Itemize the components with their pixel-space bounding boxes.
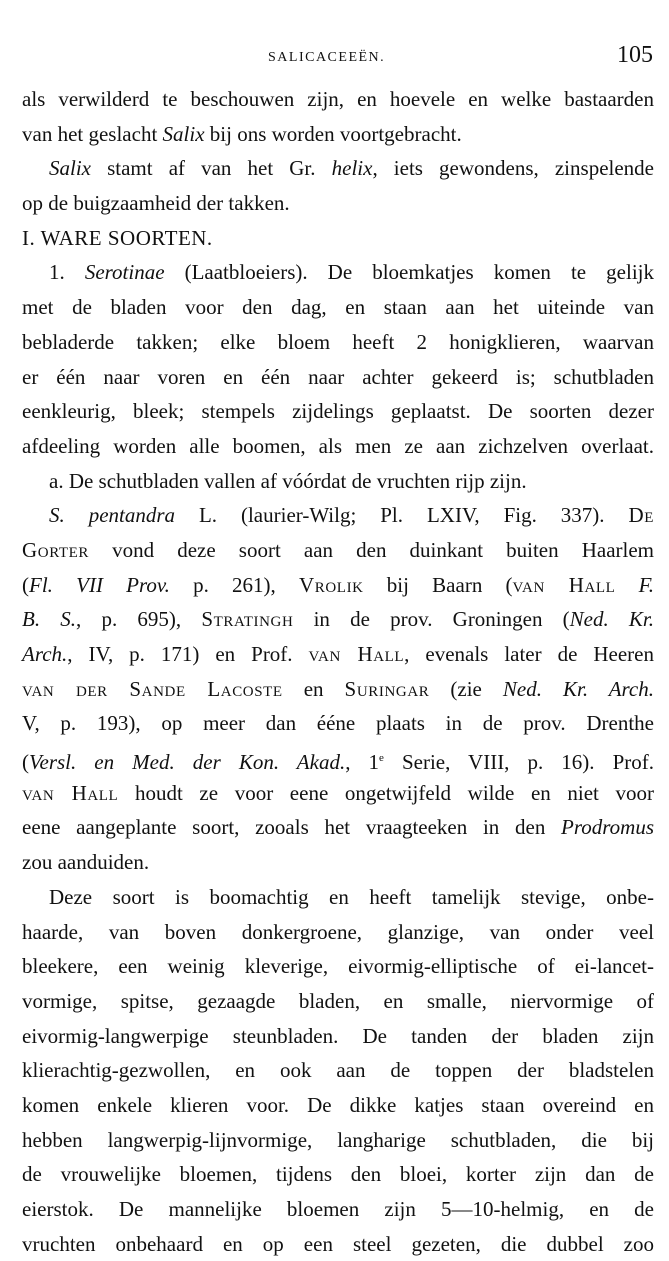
text-line: op de buigzaamheid der takken. [22, 191, 290, 216]
text-line: komen enkele klieren voor. De dikke katjes staan overeind en [22, 1092, 654, 1117]
text-line: vruchten onbehaard en op een steel gezeten, die dubbel zoo [22, 1231, 654, 1256]
page-header [0, 42, 669, 76]
text-line: S. pentandra L. (laurier-Wilg; Pl. LXIV, Fig. 337). De [49, 503, 654, 528]
text-line: klierachtig-gezwollen, en ook aan de toppen der bladstelen [22, 1058, 654, 1083]
text-line: Salix stamt af van het Gr. helix, iets gewondens, zinspelende [49, 156, 654, 181]
text-line: bleekere, een weinig kleverige, eivormig-elliptische of ei-lancet- [22, 954, 654, 979]
text-line: Arch., IV, p. 171) en Prof. van Hall, evenals later de Heeren [22, 642, 654, 666]
text-line: eenkleurig, bleek; stempels zijdelings geplaatst. De soorten dezer [22, 399, 654, 424]
text-line: eivormig-langwerpige steunbladen. De tanden der bladen zijn [22, 1023, 654, 1048]
text-line: 1. Serotinae (Laatbloeiers). De bloemkatjes komen te gelijk [49, 260, 654, 285]
text-line: haarde, van boven donkergroene, glanzige, van onder veel [22, 919, 654, 944]
text-line: B. S., p. 695), Stratingh in de prov. Groningen (Ned. Kr. [22, 607, 655, 632]
text-line: Gorter vond deze soort aan den duinkant buiten Haarlem [22, 537, 654, 562]
text-line: afdeeling worden alle boomen, als men ze aan zichzelven overlaat. [22, 433, 654, 458]
running-title: SALICACEEËN. [268, 50, 386, 65]
text-line: (Fl. VII Prov. p. 261), Vrolik bij Baarn (van Hall F. [22, 572, 655, 597]
text-line: er één naar voren en één naar achter gekeerd is; schutbladen [22, 364, 654, 389]
page-number: 105 [617, 42, 653, 68]
text-line: zou aanduiden. [22, 850, 150, 875]
text-line: Deze soort is boomachtig en heeft tamelijk stevige, onbe- [49, 884, 654, 909]
text-line: eierstok. De mannelijke bloemen zijn 5—10-helmig, en de [22, 1197, 654, 1221]
text-line: a. De schutbladen vallen af vóórdat de vruchten rijp zijn. [49, 468, 527, 493]
text-line: de vrouwelijke bloemen, tijdens den bloei, korter zijn dan de [22, 1162, 654, 1187]
text-line: van Hall houdt ze voor eene ongetwijfeld wilde en niet voor [22, 780, 655, 805]
body-text [22, 82, 655, 1256]
text-line: V, p. 193), op meer dan ééne plaats in de prov. Drenthe [22, 711, 654, 736]
text-line: van der Sande Lacoste en Suringar (zie Ned. Kr. Arch. [22, 676, 654, 701]
text-line: van het geslacht Salix bij ons worden voortgebracht. [22, 121, 462, 146]
text-line: hebben langwerpig-lijnvormige, langharige schutbladen, die bij [22, 1127, 654, 1152]
text-line: als verwilderd te beschouwen zijn, en hoevele en welke bastaarden [22, 87, 654, 111]
text-line: eene aangeplante soort, zooals het vraagteeken in den Prodromus [22, 815, 654, 840]
section-heading: I. WARE SOORTEN. [22, 225, 213, 250]
text-line: bebladerde takken; elke bloem heeft 2 honigklieren, waarvan [22, 329, 654, 354]
text-line: vormige, spitse, gezaagde bladen, en smalle, niervormige of [22, 988, 654, 1013]
text-line: met de bladen voor den dag, en staan aan het uiteinde van [22, 295, 654, 320]
text-line: (Versl. en Med. der Kon. Akad., 1e Serie, VIII, p. 16). Prof. [22, 750, 655, 775]
